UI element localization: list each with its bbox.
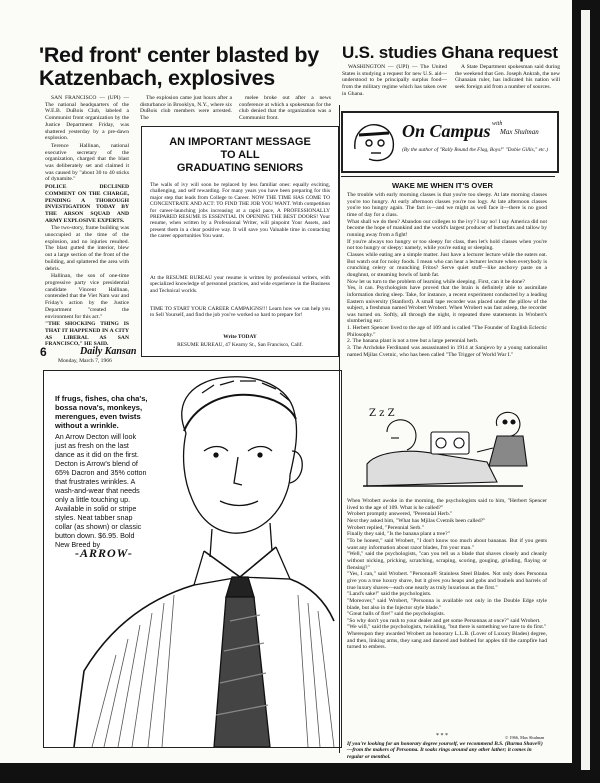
story-para: POLICE DECLINED COMMENT ON THE CHARGE, PENDING A THOROUGH INVESTIGATION TODAY BY THE ARSON SQUAD AND ARMY EXPLOSIVE EXPERTS.: [45, 184, 129, 224]
ad-paragraph: TIME TO START YOUR CAREER CAMPAIGNS!!! Learn how we can help you to Sell Yourself, and find the job you've worked so hard to prepare for!: [150, 306, 330, 319]
arrow-brand-logo: -ARROW-: [75, 546, 133, 560]
arrow-ad-headline: If frugs, fishes, cha cha's, bossa nova's, monkeys, merengues, even twists without a wrinkle.: [55, 394, 148, 430]
column-para: Wrobert promptly answered, "Perennial Herb.": [347, 511, 453, 518]
column-para: Yes, it can. Psychologists have proved that the brain is definitely able to assimilate information during sleep. Take, for instance, a recent experiment conducted by a leading Eastern university (Stanford). A small tape recorder was placed under the pillow of the subject, a freshman named Wrobert Wrobert. When Wrobert was fast asleep, the recorder was turned on. Softly, all through the night, it repeated three statements in Wrobert's slumbering ear:: [347, 285, 547, 325]
right-story-col1: [342, 64, 447, 99]
ad-paragraph: At the RESUME BUREAU your resume is written by professional writers, with specialized knowledge of personnel practices, and wide experience in the Business and Technical worlds.: [150, 275, 330, 294]
column-para: 1. Herbert Spencer lived to the age of 109 and is called "The Founder of English Eclectic Philosophy.": [347, 325, 547, 338]
column-para: Next they asked him, "What has Mjilas Cvetnik been called?": [347, 517, 486, 524]
left-story-col3: [239, 95, 331, 123]
column-para: "We will," said the psychologists, twinkling, "but there is something we have to do first.": [347, 624, 547, 631]
page-number: 6: [40, 345, 47, 359]
resume-bureau-ad: [141, 126, 339, 357]
story-para: melee broke out after a news conference at which a spokesman for the club denied that the organization was a Communist front.: [239, 95, 331, 122]
sleeping-student-cartoon: [347, 402, 547, 494]
column-para: If you're always too hungry or too sleepy for class, then let's hold classes when you're not too hungry or sleepy: namely, while you're eating or sleeping.: [347, 238, 547, 252]
column-para: "Moreover," said Wrobert, "Personna is available not only in the Double Edge style blade, but also in the Injector style blade.": [347, 597, 547, 611]
column-text-top: [347, 192, 547, 358]
column-divider: [339, 105, 340, 753]
column-para: When Wrobert awoke in the morning, the psychologists said to him, "Herbert Spencer lived to the age of 109. What is he called?": [347, 498, 547, 511]
column-para: "So why don't you rush to your dealer and get some Personnas at once?" said Wrobert.: [347, 617, 541, 624]
svg-text:Z z Z: Z z Z: [369, 408, 395, 419]
ad-address: RESUME BUREAU, 47 Kearny St., San Francisco, Calif.: [177, 342, 303, 348]
column-para: 2. The banana plant is not a tree but a large perennial herb.: [347, 338, 479, 345]
paper-name: Daily Kansan: [80, 346, 137, 357]
headline-right: U.S. studies Ghana request: [342, 43, 558, 62]
story-para: SAN FRANCISCO — (UPI) — The national headquarters of the W.E.B. DuBois Club, labeled a Communist front organization by the Justice Department Friday, was shattered yesterday by a pre-dawn explosion.: [45, 95, 129, 142]
ad-paragraph: The walls of ivy will soon be replaced by less familiar ones: equally exciting, challenging, and self rewarding. For many years you have been preparing for this major step that leads from College to Career. NOW THE TIME HAS COME TO CONCENTRATE AND ACT: TO FIND THE JOB YOU WANT. With competition for career-launching jobs increasing at a rapid pace, A PROFESSIONALLY PREPARED RESUME IS ESSENTIAL IN OPENING THE BEST DOORS! Your resume, when written by a Professional Writer, will pinpoint Your Assets, and present them in a clear positive way. It will save you Valuable time in contacting the career opportunities You want.: [150, 182, 330, 240]
story-para: "THE SHOCKING THING IS THAT IT HAPPENED IN A CITY AS LIBERAL AS SAN FRANCISCO," HE SAID.: [45, 321, 129, 348]
column-para: 3. The Archduke Ferdinand was assassinated in 1914 at Sarajevo by a young nationalist named Mjilas Cvetnic, who has been called "The Trigger of World War I.": [347, 345, 547, 358]
story-para: The explosion came just hours after a disturbance in Brooklyn, N.Y., where six DuBois club members were arrested. The: [140, 95, 232, 122]
scan-edge-bottom: [0, 763, 572, 783]
column-para: "To be honest," said Wrobert, "I don't know too much about bananas. But if you gents want any information about razor blades, I'm your man.": [347, 537, 547, 551]
column-para: "Yes, I can," said Wrobert. "Personna® Stainless Steel Blades. Not only does Personna give you a true luxury shave, but it gives you heaps and gobs and bushels and barrels of true luxury shaves—each one nearly as truly luxurious as the first.": [347, 571, 547, 591]
issue-date: Monday, March 7, 1966: [58, 358, 112, 364]
on-campus-title: On Campus: [402, 121, 491, 141]
column-tagline: If you're looking for an honorary degree yourself, we recommend B.S. (Burma Shave®)—from the makers of Personna. It soaks rings around any other lather; it comes in regular or menthol.: [347, 741, 543, 760]
column-para: "Well," said the psychologists, "can you tell us a blade that shaves closely and cleanly without nicking, pricking, scratching, scraping, scoring, gouging, grinding, flaying or flensing?": [347, 551, 547, 571]
section-break: * * *: [436, 733, 448, 739]
section-divider: [341, 176, 555, 177]
arrow-ad-copy: An Arrow Decton will look just as fresh on the last dance as it did on the first. Decton is Arrow's blend of 65% Dacron and 35% cotton that frustrates wrinkles. A wash-and-wear that needs only a little touching up. Available in solid or stripe styles. Neat tabber snap collar (as shown) or classic button down. $6.95. Bold New Breed by: [55, 432, 147, 549]
author-caricature-icon: [349, 119, 399, 163]
copyright-notice: © 1966, Max Shulman: [505, 735, 545, 740]
ad-write-today: Write TODAY: [223, 334, 257, 340]
column-para: What shall we do then? Abandon our colleges to the ivy? I say no! I say America did not become the hope of mankind and the world's largest producer of butterfats and tallow by running away from a fight!: [347, 218, 547, 238]
column-para: Whereupon they awarded Wrobert an honorary L.L.B. (Lover of Luxury Blades) degree, and then, linking arms, they sang and danced and bobbed for apples till the campfire had turned to embers.: [347, 631, 547, 651]
column-para: Wrobert replied, "Perennial Serb.": [347, 524, 424, 531]
column-text-bottom: [347, 498, 547, 651]
ad-title-line1: AN IMPORTANT MESSAGE: [169, 136, 311, 148]
on-campus-with: with: [492, 121, 503, 127]
headline-left: 'Red front' center blasted by Katzenbach, explosives: [39, 43, 319, 90]
left-story-col1: [45, 95, 129, 349]
column-para: Classes while eating are a simple matter. Just have a lecturer lecture while the eaters eat. But watch out for noisy foods. I mean who can hear a lecturer lecture when everybody is crunching celery or munching Fritos? Serve quiet stuff—like anchovy paste on a doughnut, or steaming bowls of lamb fat.: [347, 251, 547, 278]
next-page-sliver: [581, 10, 590, 770]
on-campus-subtitle: (By the author of "Rally Round the Flag, Boys!" "Dobie Gillis," etc.): [402, 147, 548, 153]
column-para: "Great balls of fire!" said the psychologists.: [347, 611, 445, 618]
left-story-col2: [140, 95, 232, 123]
story-para: The two-story, frame building was unoccupied at the time of the explosion, and no injuries resulted. The blast gutted the interior, blew out a large section of the front of the building, and splattered the area with debris.: [45, 225, 129, 272]
column-para: Finally they said, "Is the banana plant a tree?": [347, 531, 450, 538]
story-para: Terence Hallinan, national executive secretary of the organization, charged that the blast was deliberately set and claimed it was caused by "about 30 to 40 sticks of dynamite.": [45, 142, 129, 183]
ad-title-line3: GRADUATING SENIORS: [176, 162, 304, 174]
story-para: Hallinan, the son of one-time progressive party vice presidential candidate Vincent Hallinan, contended that the Viet Nam war and Friday's action by the Justice Department "created the environment for this act.": [45, 273, 129, 320]
column-para: The trouble with early morning classes is that you're too sleepy. At late morning classes you're too hungry. At early afternoon classes you're too logy. At late afternoon classes you're too hungry again. The fact is—and we might as well face it—there is no good time of day for a class.: [347, 192, 547, 218]
right-story-col2: [455, 64, 560, 92]
column-title: WAKE ME WHEN IT'S OVER: [392, 181, 493, 190]
ad-title-line2: TO ALL: [220, 149, 260, 161]
on-campus-author: Max Shulman: [500, 128, 539, 136]
column-para: "Land's sake!" said the psychologists.: [347, 591, 432, 598]
story-para: WASHINGTON — (UPI) — The United States is studying a request for new U.S. aid—understood to be principally surplus food—from the military regime which has taken over in Ghana.: [342, 64, 447, 97]
story-para: A State Department spokesman said during the weekend that Gen. Joseph Ankrah, the new Ghanaian ruler, has indicated his nation will seek foreign aid from a number of sources.: [455, 64, 560, 91]
column-para: Now let us turn to the problem of learning while sleeping. First, can it be done?: [347, 278, 525, 285]
